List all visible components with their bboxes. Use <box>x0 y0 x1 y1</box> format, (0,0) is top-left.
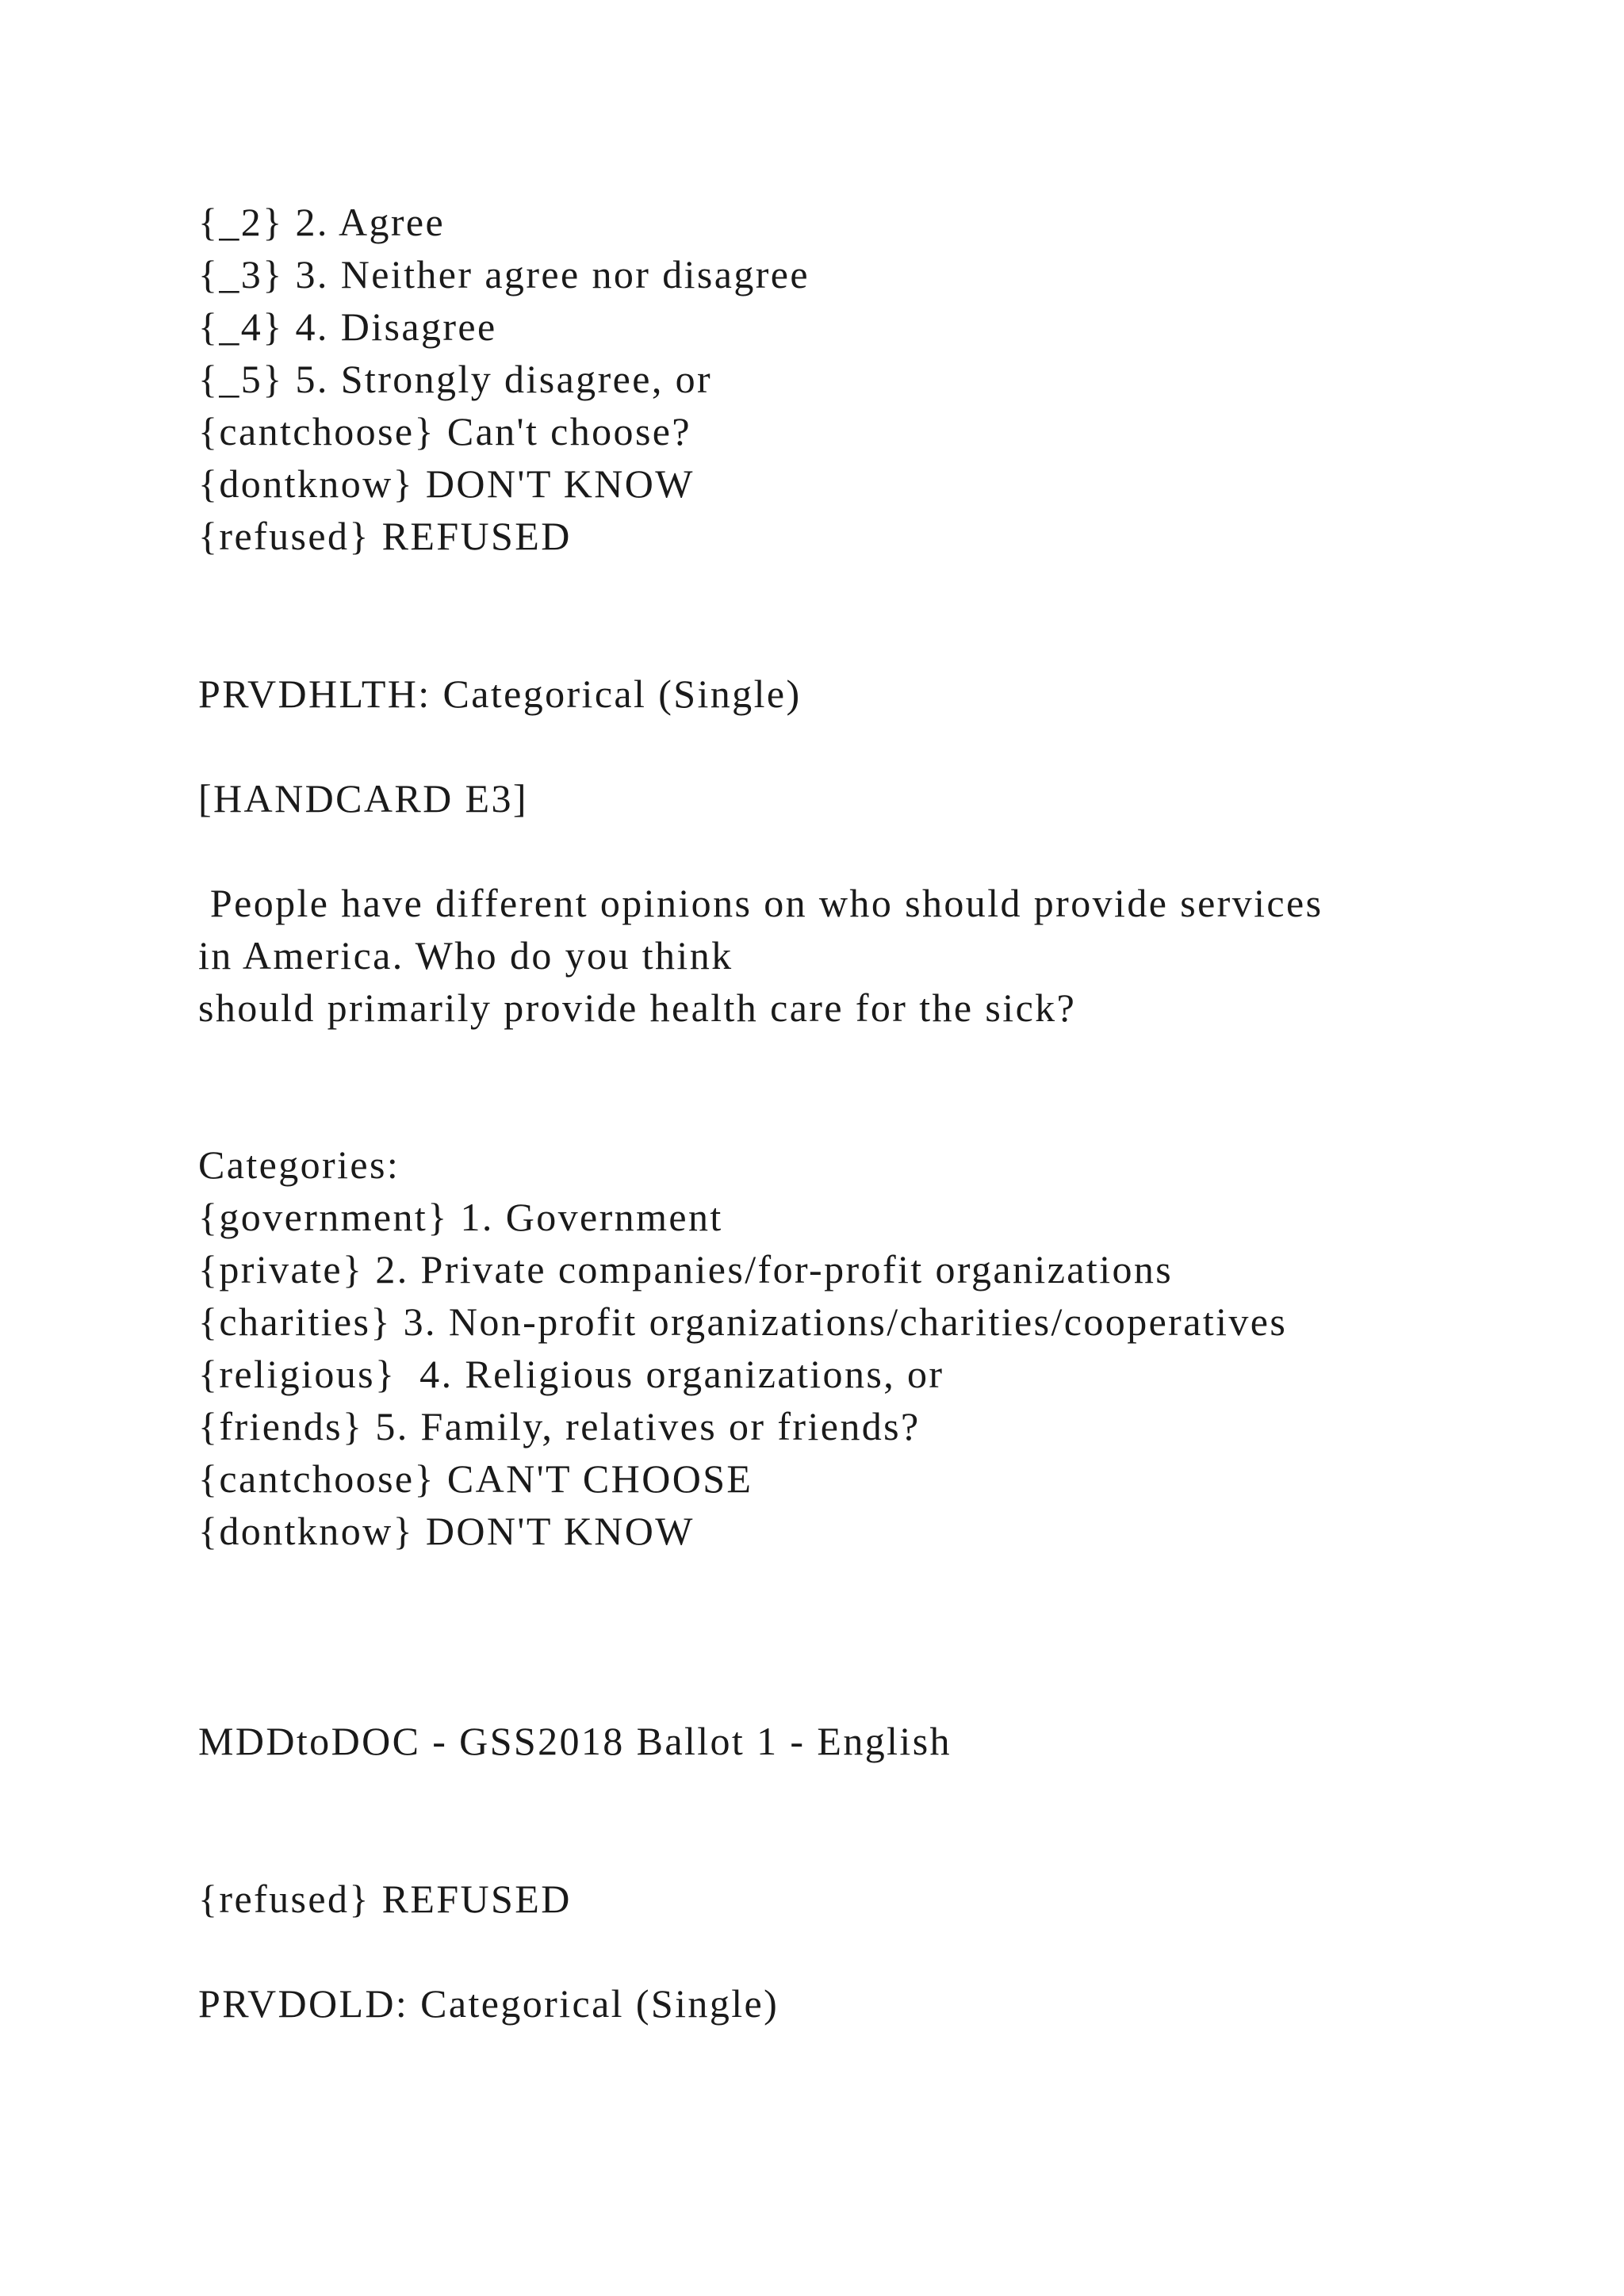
question-text-line-1: People have different opinions on who should provide services <box>198 881 1323 925</box>
category-friends: {friends} 5. Family, relatives or friends? <box>198 1404 921 1448</box>
page-footer: MDDtoDOC - GSS2018 Ballot 1 - English <box>198 1719 952 1763</box>
handcard-label: [HANDCARD E3] <box>198 776 528 821</box>
category-private: {private} 2. Private companies/for-profit organizations <box>198 1247 1174 1292</box>
option-disagree: {_4} 4. Disagree <box>198 304 497 349</box>
category-dont-know: {dontknow} DON'T KNOW <box>198 1509 695 1553</box>
option-refused: {refused} REFUSED <box>198 514 572 558</box>
category-charities: {charities} 3. Non-profit organizations/charities/cooperatives <box>198 1299 1288 1344</box>
categories-label: Categories: <box>198 1142 400 1187</box>
category-government: {government} 1. Government <box>198 1195 723 1239</box>
category-religious: {religious} 4. Religious organizations, or <box>198 1352 944 1396</box>
option-cant-choose: {cantchoose} Can't choose? <box>198 409 691 453</box>
prvdold-heading: PRVDOLD: Categorical (Single) <box>198 1981 779 2026</box>
option-dont-know: {dontknow} DON'T KNOW <box>198 461 695 506</box>
category-cant-choose: {cantchoose} CAN'T CHOOSE <box>198 1456 753 1501</box>
option-neither: {_3} 3. Neither agree nor disagree <box>198 252 810 297</box>
prvdhlth-heading: PRVDHLTH: Categorical (Single) <box>198 672 802 716</box>
option-strongly-disagree: {_5} 5. Strongly disagree, or <box>198 357 713 401</box>
option-agree: {_2} 2. Agree <box>198 200 446 244</box>
question-text-line-3: should primarily provide health care for the sick? <box>198 985 1077 1030</box>
question-text-line-2: in America. Who do you think <box>198 933 733 978</box>
option-refused-continued: {refused} REFUSED <box>198 1877 572 1921</box>
